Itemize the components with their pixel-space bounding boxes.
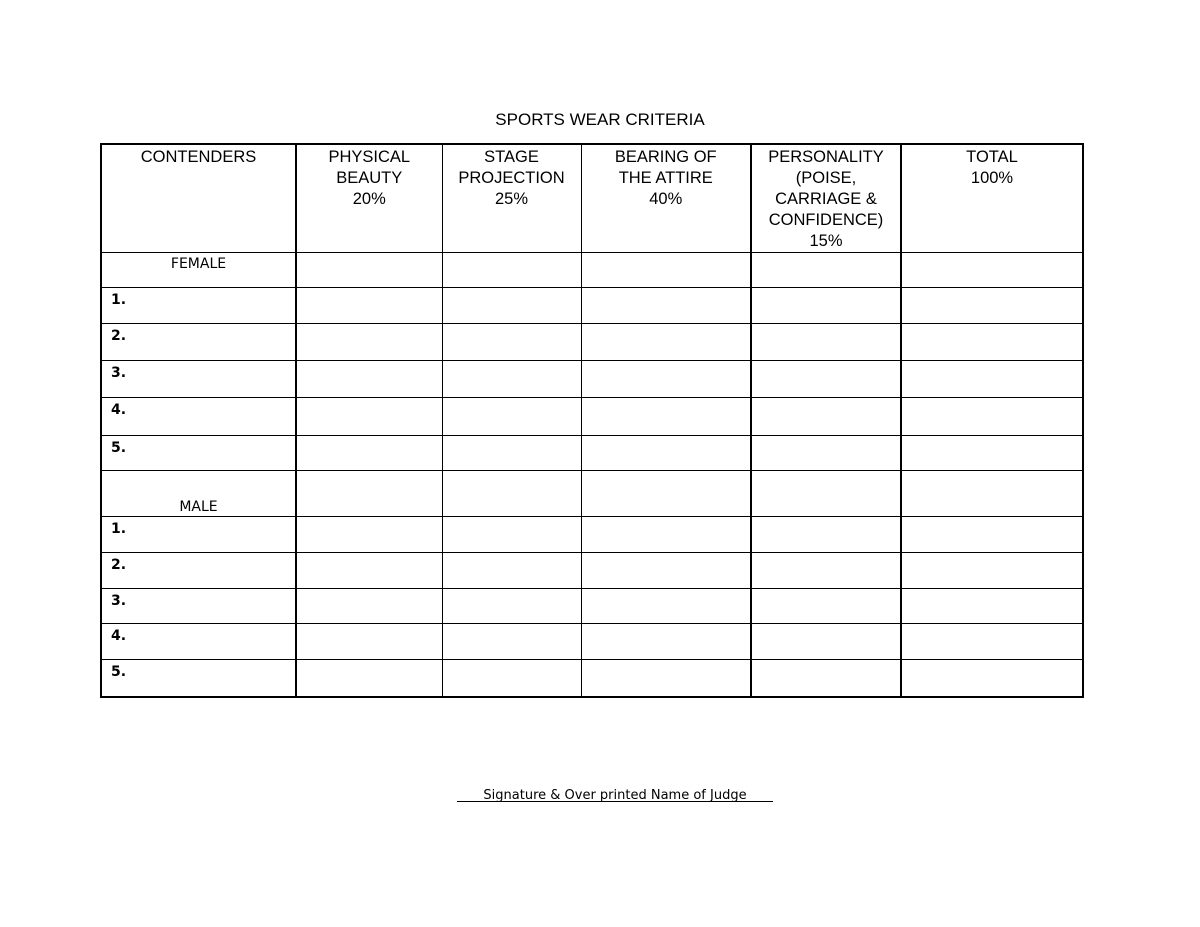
criteria-table xyxy=(100,143,1084,698)
female-contender-row xyxy=(101,398,1083,436)
male-contender-row xyxy=(101,517,1083,553)
header-bearing-of-attire xyxy=(581,144,751,253)
score-cell[interactable] xyxy=(442,517,581,553)
header-stage-projection xyxy=(442,144,581,253)
male-contender-row xyxy=(101,589,1083,624)
score-cell[interactable] xyxy=(442,624,581,660)
total-cell[interactable] xyxy=(901,361,1083,398)
header-line: PERSONALITY xyxy=(768,148,884,166)
total-cell[interactable] xyxy=(901,517,1083,553)
total-cell[interactable] xyxy=(901,660,1083,697)
contender-number: 5. xyxy=(101,436,296,471)
contender-number: 2. xyxy=(101,324,296,361)
score-cell[interactable] xyxy=(296,361,442,398)
score-cell[interactable] xyxy=(581,253,751,288)
score-cell[interactable] xyxy=(296,624,442,660)
female-contender-row xyxy=(101,436,1083,471)
female-contender-row xyxy=(101,361,1083,398)
score-cell[interactable] xyxy=(751,361,901,398)
total-cell[interactable] xyxy=(901,589,1083,624)
score-cell[interactable] xyxy=(751,624,901,660)
header-line: PHYSICAL xyxy=(328,148,411,166)
total-cell[interactable] xyxy=(901,624,1083,660)
header-line: 20% xyxy=(352,190,386,208)
score-cell[interactable] xyxy=(751,253,901,288)
score-cell[interactable] xyxy=(581,324,751,361)
header-line: 15% xyxy=(809,232,843,250)
score-cell[interactable] xyxy=(581,660,751,697)
score-cell[interactable] xyxy=(442,324,581,361)
header-personality xyxy=(751,144,901,253)
header-total xyxy=(901,144,1083,253)
score-cell[interactable] xyxy=(296,324,442,361)
score-cell[interactable] xyxy=(751,553,901,589)
score-cell[interactable] xyxy=(296,398,442,436)
contender-number: 4. xyxy=(101,398,296,436)
header-line: CONTENDERS xyxy=(140,148,257,166)
total-cell[interactable] xyxy=(901,471,1083,517)
male-group-row xyxy=(101,471,1083,517)
score-cell[interactable] xyxy=(442,589,581,624)
contender-number: 5. xyxy=(101,660,296,697)
contender-number: 2. xyxy=(101,553,296,589)
score-cell[interactable] xyxy=(581,553,751,589)
score-cell[interactable] xyxy=(581,288,751,324)
score-cell[interactable] xyxy=(751,589,901,624)
header-line: 100% xyxy=(970,169,1014,187)
female-group-label: FEMALE xyxy=(101,253,296,288)
contender-number: 3. xyxy=(101,361,296,398)
score-cell[interactable] xyxy=(751,288,901,324)
contender-number: 1. xyxy=(101,517,296,553)
header-line: TOTAL xyxy=(966,148,1018,166)
score-cell[interactable] xyxy=(581,624,751,660)
header-line: PROJECTION xyxy=(458,169,565,187)
male-contender-row xyxy=(101,624,1083,660)
score-cell[interactable] xyxy=(442,471,581,517)
female-contender-row xyxy=(101,324,1083,361)
header-line: (POISE, xyxy=(795,169,857,187)
score-cell[interactable] xyxy=(581,471,751,517)
score-cell[interactable] xyxy=(581,398,751,436)
score-cell[interactable] xyxy=(442,660,581,697)
header-line: BEARING OF xyxy=(614,148,717,166)
score-cell[interactable] xyxy=(296,553,442,589)
contender-number: 4. xyxy=(101,624,296,660)
total-cell[interactable] xyxy=(901,436,1083,471)
header-line: STAGE xyxy=(484,148,539,166)
male-contender-row xyxy=(101,553,1083,589)
header-physical-beauty xyxy=(296,144,442,253)
header-line: THE ATTIRE xyxy=(618,169,713,187)
total-cell[interactable] xyxy=(901,288,1083,324)
female-contender-row xyxy=(101,288,1083,324)
score-cell[interactable] xyxy=(296,436,442,471)
score-cell[interactable] xyxy=(751,324,901,361)
score-cell[interactable] xyxy=(751,517,901,553)
score-cell[interactable] xyxy=(751,660,901,697)
score-cell[interactable] xyxy=(442,361,581,398)
score-cell[interactable] xyxy=(442,253,581,288)
score-cell[interactable] xyxy=(442,553,581,589)
contender-number: 1. xyxy=(101,288,296,324)
female-group-row xyxy=(101,253,1083,288)
header-line: 40% xyxy=(649,190,683,208)
score-cell[interactable] xyxy=(296,517,442,553)
score-cell[interactable] xyxy=(442,398,581,436)
judge-signature-line: Signature & Over printed Name of Judge xyxy=(457,787,773,802)
score-cell[interactable] xyxy=(581,589,751,624)
score-cell[interactable] xyxy=(296,660,442,697)
score-cell[interactable] xyxy=(581,517,751,553)
header-row xyxy=(101,144,1083,253)
total-cell[interactable] xyxy=(901,398,1083,436)
score-cell[interactable] xyxy=(581,436,751,471)
document-title: SPORTS WEAR CRITERIA xyxy=(495,110,705,129)
score-cell[interactable] xyxy=(751,398,901,436)
male-contender-row xyxy=(101,660,1083,697)
score-cell[interactable] xyxy=(751,436,901,471)
score-cell[interactable] xyxy=(751,471,901,517)
score-cell[interactable] xyxy=(442,288,581,324)
total-cell[interactable] xyxy=(901,253,1083,288)
header-line: 25% xyxy=(494,190,529,208)
score-cell[interactable] xyxy=(296,589,442,624)
score-cell[interactable] xyxy=(296,288,442,324)
contender-number: 3. xyxy=(101,589,296,624)
total-cell[interactable] xyxy=(901,324,1083,361)
score-cell[interactable] xyxy=(581,361,751,398)
header-line: BEAUTY xyxy=(336,169,403,187)
header-line: CONFIDENCE) xyxy=(768,211,884,229)
score-cell[interactable] xyxy=(296,471,442,517)
male-group-label: MALE xyxy=(101,471,296,517)
header-contenders xyxy=(101,144,296,253)
header-line: CARRIAGE & xyxy=(775,190,877,208)
score-cell[interactable] xyxy=(296,253,442,288)
score-cell[interactable] xyxy=(442,436,581,471)
total-cell[interactable] xyxy=(901,553,1083,589)
